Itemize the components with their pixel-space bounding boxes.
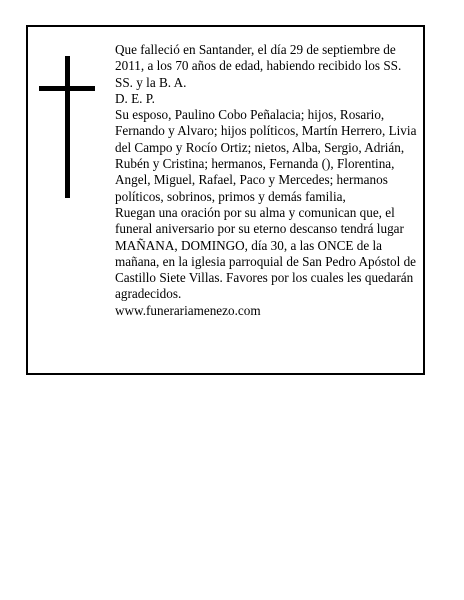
death-announcement: Que falleció en Santander, el día 29 de septiembre de 2011, a los 70 años de edad, habiendo recibido los SS. SS. y la B. A. xyxy=(115,42,402,90)
cross-horizontal-bar xyxy=(39,86,95,91)
dep-line: D. E. P. xyxy=(115,90,155,106)
cross-icon xyxy=(39,56,95,198)
notice-text xyxy=(115,42,420,319)
funeral-details: Ruegan una oración por su alma y comunican que, el funeral aniversario por su eterno descanso tendrá lugar MAÑANA, DOMINGO, día 30, a las ONCE de la mañana, en la iglesia parroquial de San Pedro Apóstol de Castillo Siete Villas. Favores por los cuales les quedarán agradecidos. xyxy=(115,204,417,302)
obituary-notice xyxy=(26,25,425,375)
funeral-home-website: www.funerariamenezo.com xyxy=(115,302,261,318)
cross-vertical-bar xyxy=(65,56,70,198)
family-list: Su esposo, Paulino Cobo Peñalacia; hijos, Rosario, Fernando y Alvaro; hijos políticos, Martín Herrero, Livia del Campo y Rocío Ortiz; nietos, Alba, Sergio, Adrián, Rubén y Cristina; hermanos, Fernanda (), Florentina, Angel, Miguel, Rafael, Paco y Mercedes; hermanos políticos, sobrinos, primos y demás familia, xyxy=(115,107,417,204)
